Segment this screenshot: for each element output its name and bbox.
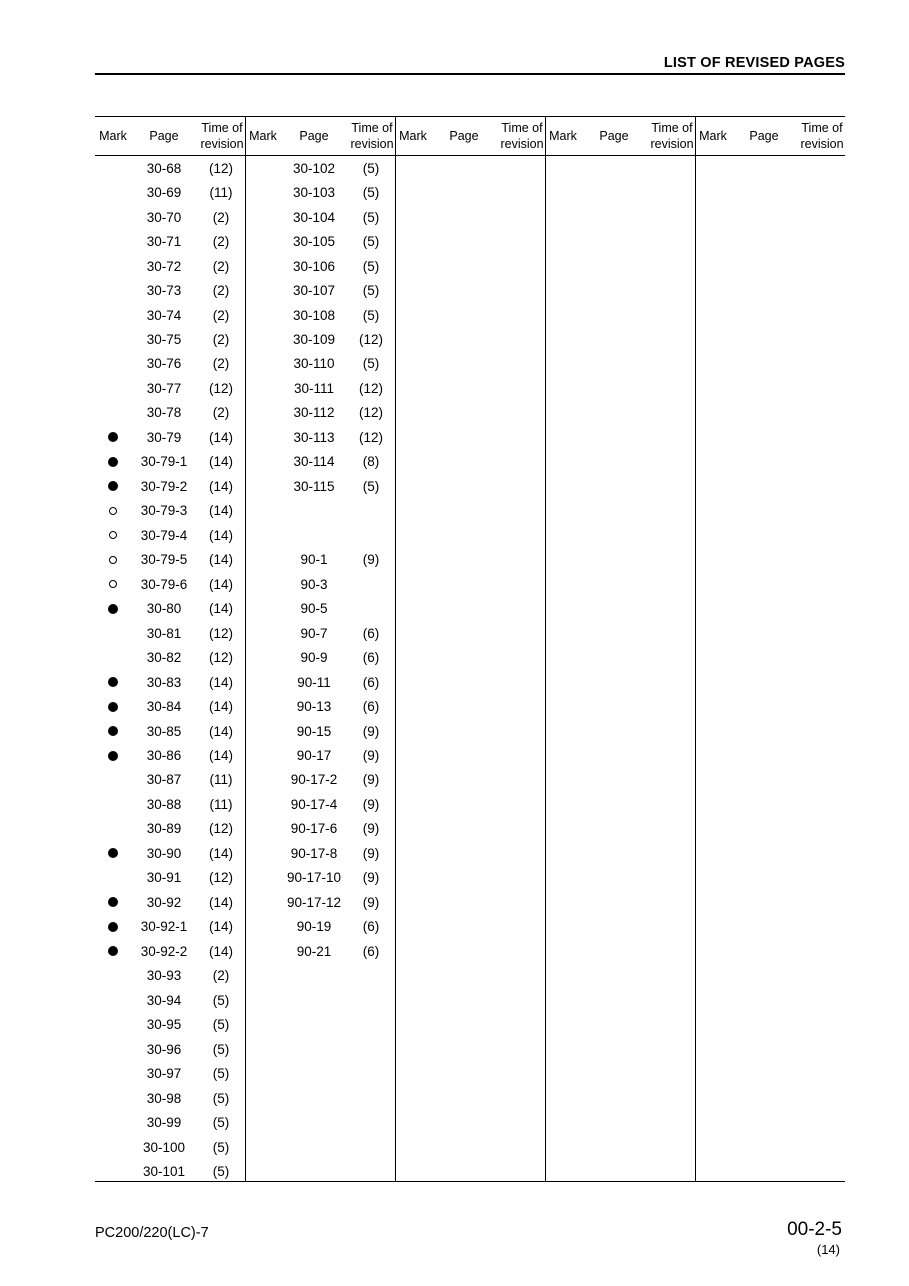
revision-mark <box>101 890 125 914</box>
hollow-circle-icon <box>109 531 117 539</box>
revision-mark <box>101 376 125 400</box>
revision-number: (12) <box>358 332 383 348</box>
filled-circle-icon <box>108 702 118 712</box>
page-number: 30-69 <box>146 185 182 201</box>
revision-number: (5) <box>212 1017 230 1033</box>
page-number: 30-87 <box>146 772 182 788</box>
filled-circle-icon <box>108 922 118 932</box>
header-time-of-revision <box>196 117 248 155</box>
revision-number: (5) <box>362 356 380 372</box>
revision-number <box>349 596 393 620</box>
revision-number: (12) <box>358 405 383 421</box>
revision-number: (11) <box>209 185 233 201</box>
revision-number: (5) <box>212 992 230 1008</box>
revision-mark <box>101 621 125 645</box>
page-number: 30-76 <box>146 356 182 372</box>
page-number: 30-80 <box>146 601 182 617</box>
page-number: 30-74 <box>146 307 182 323</box>
page-number: 30-101 <box>142 1164 186 1179</box>
filled-circle-icon <box>108 677 118 687</box>
page-number: 90-17-8 <box>290 845 338 861</box>
group-divider <box>545 117 546 1182</box>
page-number: 30-77 <box>146 380 182 396</box>
revision-mark <box>101 915 125 939</box>
revision-mark <box>101 1110 125 1134</box>
page-number: 30-99 <box>146 1115 182 1131</box>
page-number: 90-19 <box>296 919 332 935</box>
page-number: 30-79 <box>146 429 182 445</box>
revision-mark <box>251 474 275 498</box>
revision-number: (14) <box>208 552 233 568</box>
revision-mark <box>101 572 125 596</box>
revision-mark <box>101 768 125 792</box>
filled-circle-icon <box>108 726 118 736</box>
revision-mark <box>251 180 275 204</box>
header-line: Time of <box>651 121 693 135</box>
revision-number <box>349 523 393 547</box>
header-page: Page <box>599 129 629 143</box>
revision-mark <box>101 352 125 376</box>
revision-mark <box>251 401 275 425</box>
revision-mark <box>251 572 275 596</box>
revision-number: (6) <box>362 943 380 959</box>
header-line: revision <box>200 137 244 151</box>
revision-mark <box>101 278 125 302</box>
page-number: 90-17 <box>296 748 332 763</box>
revision-mark <box>101 327 125 351</box>
page-number <box>279 499 349 523</box>
revision-mark <box>101 450 125 474</box>
revision-number: (11) <box>209 796 233 812</box>
page-number: 30-90 <box>146 845 182 861</box>
header-time-of-revision <box>646 117 698 155</box>
group-divider <box>245 117 246 1182</box>
revision-mark <box>251 254 275 278</box>
revision-mark <box>101 474 125 498</box>
revision-mark <box>101 229 125 253</box>
revision-number: (12) <box>208 650 233 666</box>
revision-mark <box>251 205 275 229</box>
revision-number: (9) <box>362 821 380 837</box>
page-number: 90-9 <box>300 650 328 666</box>
page-number: 30-82 <box>146 650 182 666</box>
revision-mark <box>101 1061 125 1085</box>
revision-mark <box>101 939 125 963</box>
revision-number: (14) <box>208 503 233 519</box>
revision-number: (6) <box>362 650 380 666</box>
revision-number: (5) <box>212 1164 230 1179</box>
revision-mark <box>101 523 125 547</box>
page-number: 30-103 <box>292 185 336 201</box>
revision-mark <box>251 841 275 865</box>
page-number: 90-15 <box>296 723 332 739</box>
revision-mark <box>251 939 275 963</box>
revision-number: (14) <box>208 674 233 690</box>
revision-number: (2) <box>212 968 230 984</box>
page-number: 30-92-2 <box>140 943 188 959</box>
page-number: 30-79-2 <box>140 478 188 494</box>
revision-mark <box>251 229 275 253</box>
revision-mark <box>101 743 125 767</box>
revision-number: (14) <box>208 723 233 739</box>
revision-mark <box>101 1086 125 1110</box>
page-number: 90-17-4 <box>290 796 338 812</box>
revision-number: (5) <box>212 1041 230 1057</box>
revision-number: (14) <box>208 429 233 445</box>
page-number: 30-84 <box>146 699 182 715</box>
header-time-of-revision <box>346 117 398 155</box>
revision-mark <box>101 1012 125 1036</box>
header-line: Time of <box>801 121 843 135</box>
revision-number: (14) <box>208 699 233 715</box>
page-number: 30-112 <box>293 405 335 421</box>
page-number: 30-70 <box>146 209 182 225</box>
revision-number: (5) <box>362 185 380 201</box>
page-number: 30-75 <box>146 332 182 348</box>
page-number: 90-17-2 <box>290 772 338 788</box>
page-number: 30-97 <box>146 1066 182 1082</box>
filled-circle-icon <box>108 604 118 614</box>
revision-number: (9) <box>362 870 380 886</box>
revision-mark <box>101 1159 125 1183</box>
revision-number: (6) <box>362 625 380 641</box>
footer-revision: (14) <box>816 1242 840 1257</box>
revision-number: (2) <box>212 258 230 274</box>
revision-mark <box>101 719 125 743</box>
revision-mark <box>251 327 275 351</box>
page-number: 30-79-6 <box>140 576 188 592</box>
revision-number: (9) <box>362 723 380 739</box>
revision-number: (6) <box>362 919 380 935</box>
header-mark: Mark <box>399 129 427 143</box>
revision-mark <box>101 401 125 425</box>
page-number: 30-115 <box>293 478 335 494</box>
page-number: 30-72 <box>146 258 182 274</box>
revision-mark <box>101 425 125 449</box>
page-number: 30-95 <box>146 1017 182 1033</box>
page-number: 30-92-1 <box>140 919 188 935</box>
revision-mark <box>101 964 125 988</box>
filled-circle-icon <box>108 432 118 442</box>
revision-mark <box>251 890 275 914</box>
revision-number: (14) <box>208 601 233 617</box>
filled-circle-icon <box>108 751 118 761</box>
page-number: 30-68 <box>146 160 182 176</box>
page-number: 30-91 <box>146 870 182 886</box>
revision-mark <box>251 499 275 523</box>
header-line: revision <box>800 137 844 151</box>
revision-mark <box>251 352 275 376</box>
revision-mark <box>251 915 275 939</box>
revision-number: (5) <box>212 1066 230 1082</box>
footer-model: PC200/220(LC)-7 <box>95 1225 209 1241</box>
hollow-circle-icon <box>109 507 117 515</box>
revision-number: (14) <box>208 478 233 494</box>
revision-number: (9) <box>362 748 380 763</box>
revision-mark <box>101 205 125 229</box>
revision-number: (14) <box>208 894 233 910</box>
page-number: 30-79-1 <box>140 454 188 470</box>
hollow-circle-icon <box>109 556 117 564</box>
page-number: 30-110 <box>293 356 335 372</box>
revision-number: (5) <box>362 283 380 299</box>
revision-mark <box>101 1135 125 1159</box>
revision-mark <box>101 156 125 180</box>
revision-number: (14) <box>208 748 233 763</box>
revision-number: (12) <box>208 160 233 176</box>
revision-mark <box>251 866 275 890</box>
page-number: 30-104 <box>292 209 336 225</box>
revision-number: (2) <box>212 283 230 299</box>
revision-mark <box>101 988 125 1012</box>
header-page: Page <box>449 129 479 143</box>
revision-number: (12) <box>208 870 233 886</box>
revision-number: (11) <box>209 772 233 788</box>
revision-mark <box>101 694 125 718</box>
page-number: 90-17-6 <box>290 821 338 837</box>
revision-number: (8) <box>362 454 380 470</box>
revision-mark <box>101 596 125 620</box>
header-line: Time of <box>201 121 243 135</box>
header-mark: Mark <box>249 129 277 143</box>
page-number: 90-13 <box>296 699 332 715</box>
page-number: 30-92 <box>146 894 182 910</box>
header-mark: Mark <box>99 129 127 143</box>
page-number <box>279 523 349 547</box>
page-number: 30-86 <box>146 748 182 763</box>
revision-number: (14) <box>208 527 233 543</box>
revision-number: (14) <box>208 845 233 861</box>
revision-mark <box>251 670 275 694</box>
revision-number: (9) <box>362 772 380 788</box>
revision-number: (9) <box>362 845 380 861</box>
revision-mark <box>251 303 275 327</box>
header-time-of-revision <box>796 117 848 155</box>
footer-page-number: 00-2-5 <box>787 1219 842 1240</box>
revision-mark <box>251 645 275 669</box>
title-rule <box>95 73 845 75</box>
revision-number: (5) <box>212 1115 230 1131</box>
revision-number: (14) <box>208 454 233 470</box>
page-number: 30-108 <box>292 307 336 323</box>
revision-mark <box>101 841 125 865</box>
page-number: 30-102 <box>292 160 336 176</box>
revision-mark <box>251 278 275 302</box>
revision-number: (6) <box>362 674 380 690</box>
revision-number: (6) <box>362 699 380 715</box>
header-page: Page <box>149 129 179 143</box>
revision-mark <box>251 548 275 572</box>
revision-mark <box>101 180 125 204</box>
revision-mark <box>101 792 125 816</box>
header-time-of-revision <box>496 117 548 155</box>
revision-number: (12) <box>208 625 233 641</box>
revision-mark <box>101 499 125 523</box>
page-number: 30-100 <box>142 1139 186 1155</box>
page-number: 30-71 <box>146 234 182 250</box>
page-title: LIST OF REVISED PAGES <box>663 55 845 71</box>
revision-number: (2) <box>212 356 230 372</box>
revision-number: (5) <box>362 234 380 250</box>
page-number: 30-79-5 <box>140 552 188 568</box>
revision-mark <box>251 156 275 180</box>
revision-mark <box>101 670 125 694</box>
revision-number <box>349 572 393 596</box>
header-line: Time of <box>501 121 543 135</box>
filled-circle-icon <box>108 946 118 956</box>
page-number: 90-21 <box>296 943 332 959</box>
revision-mark <box>101 254 125 278</box>
revision-number: (2) <box>212 234 230 250</box>
page-number: 30-89 <box>146 821 182 837</box>
revision-number: (2) <box>212 332 230 348</box>
revision-number: (14) <box>208 576 233 592</box>
page-number: 30-83 <box>146 674 182 690</box>
filled-circle-icon <box>108 848 118 858</box>
header-line: Time of <box>351 121 393 135</box>
filled-circle-icon <box>108 481 118 491</box>
revision-mark <box>251 523 275 547</box>
revision-mark <box>251 743 275 767</box>
page-number: 30-105 <box>292 234 336 250</box>
page-number: 90-1 <box>300 552 328 568</box>
revision-number: (12) <box>358 380 383 396</box>
page-number: 30-113 <box>293 429 335 445</box>
revision-mark <box>251 719 275 743</box>
page-number: 90-3 <box>300 576 328 592</box>
revision-mark <box>251 425 275 449</box>
revision-mark <box>251 817 275 841</box>
revision-mark <box>101 645 125 669</box>
revision-number: (5) <box>212 1090 230 1106</box>
revision-number: (9) <box>362 894 380 910</box>
page-number: 30-93 <box>146 968 182 984</box>
filled-circle-icon <box>108 457 118 467</box>
revision-number: (5) <box>362 258 380 274</box>
page-number: 30-107 <box>292 283 336 299</box>
revision-number: (5) <box>362 478 380 494</box>
page-number: 90-5 <box>300 601 328 617</box>
page-number: 90-17-12 <box>286 894 342 910</box>
page-number: 30-96 <box>146 1041 182 1057</box>
page-number: 30-98 <box>146 1090 182 1106</box>
revision-number: (2) <box>212 307 230 323</box>
page-number: 30-106 <box>292 258 336 274</box>
revision-mark <box>251 450 275 474</box>
revision-number: (5) <box>362 160 380 176</box>
revision-mark <box>251 376 275 400</box>
page-number: 90-17-10 <box>286 870 342 886</box>
revision-mark <box>251 694 275 718</box>
revision-number: (12) <box>208 380 233 396</box>
revision-mark <box>101 1037 125 1061</box>
header-page: Page <box>299 129 329 143</box>
revision-number: (9) <box>362 796 380 812</box>
revision-mark <box>251 792 275 816</box>
filled-circle-icon <box>108 897 118 907</box>
header-mark: Mark <box>549 129 577 143</box>
hollow-circle-icon <box>109 580 117 588</box>
page-number: 90-7 <box>300 625 328 641</box>
page-number: 30-81 <box>146 625 182 641</box>
page-number: 30-73 <box>146 283 182 299</box>
revision-number: (9) <box>362 552 380 568</box>
revision-mark <box>101 548 125 572</box>
revision-number: (2) <box>212 405 230 421</box>
revision-mark <box>101 817 125 841</box>
group-divider <box>395 117 396 1182</box>
revision-number <box>349 499 393 523</box>
group-divider <box>695 117 696 1182</box>
revision-number: (14) <box>208 919 233 935</box>
revision-mark <box>251 596 275 620</box>
revision-number: (12) <box>208 821 233 837</box>
revision-mark <box>101 303 125 327</box>
revision-number: (12) <box>358 429 383 445</box>
revision-mark <box>251 768 275 792</box>
header-mark: Mark <box>699 129 727 143</box>
revision-number: (14) <box>208 943 233 959</box>
page-number: 30-114 <box>293 454 335 470</box>
revision-number: (5) <box>212 1139 230 1155</box>
page-number: 90-11 <box>297 674 331 690</box>
revision-number: (5) <box>362 209 380 225</box>
header-page: Page <box>749 129 779 143</box>
page-number: 30-79-4 <box>140 527 188 543</box>
header-line: revision <box>500 137 544 151</box>
revision-number: (2) <box>212 209 230 225</box>
revision-number: (5) <box>362 307 380 323</box>
header-line: revision <box>350 137 394 151</box>
page-number: 30-79-3 <box>140 503 188 519</box>
page-number: 30-94 <box>146 992 182 1008</box>
page-number: 30-109 <box>292 332 336 348</box>
page-number: 30-78 <box>146 405 182 421</box>
page-number: 30-88 <box>146 796 182 812</box>
page-number: 30-111 <box>293 380 335 396</box>
header-line: revision <box>650 137 694 151</box>
revision-mark <box>101 866 125 890</box>
revision-mark <box>251 621 275 645</box>
page-number: 30-85 <box>146 723 182 739</box>
